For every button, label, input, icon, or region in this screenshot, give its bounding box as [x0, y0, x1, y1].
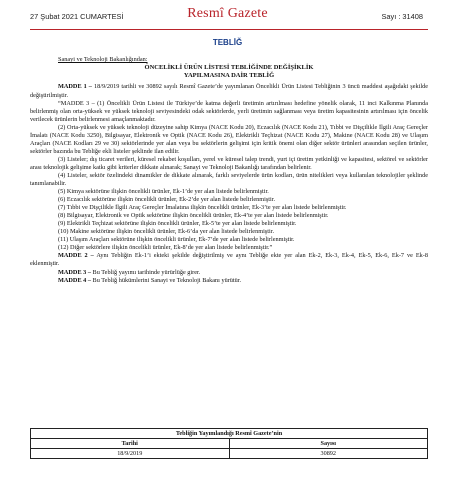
document-body — [30, 56, 428, 285]
article-lead: MADDE 3 – — [58, 268, 91, 276]
paragraph-text: 18/9/2019 tarihli ve 30892 sayılı Resmî Gazete’de yayımlanan Öncelikli Ürün Listesi Tebliğinin 3 üncü maddesi aşağıdaki şekilde değiştirilmiştir. — [30, 83, 428, 99]
header-rule — [30, 29, 428, 30]
table-cell-issue: 30892 — [229, 449, 428, 459]
table-col-issue: Sayısı — [229, 439, 428, 449]
article-lead: MADDE 2 – — [58, 252, 94, 260]
paragraph-text: Bu Tebliğ yayımı tarihinde yürürlüğe girer. — [90, 268, 201, 276]
section-label: TEBLİĞ — [212, 38, 243, 47]
paragraph — [30, 236, 428, 244]
paragraph — [30, 269, 428, 277]
paragraph — [30, 220, 428, 228]
paragraph — [30, 196, 428, 204]
paragraph — [30, 252, 428, 268]
gazette-title: Resmî Gazete — [187, 6, 268, 21]
paragraph-text: Aynı Tebliğin Ek-1’i ekteki şekilde değiştirilmiş ve aynı Tebliğe ekte yer alan Ek-2, Ek-3, Ek-4, Ek-5, Ek-6, Ek-7 ve Ek-8 eklenmiştir. — [30, 252, 429, 268]
paragraph-text: “MADDE 3 – (1) Öncelikli Ürün Listesi ile Türkiye’de katma değerli üretimin artırılması hedefine yönelik olarak, 11 inci Kalkınma Planında belirlenmiş olan orta-yüksek ve yüksek teknoloji seviyesindeki odak sektörlerde, yerli üretimin sağlanması veya üretim kapasitesinin artırılması için öncelik verilecek ürünlerin belirlenmesi amaçlanmaktadır. — [30, 99, 428, 123]
paragraph-text: (7) Tıbbi ve Dişçilikle İlgili Araç Gereçler İmalatına ilişkin öncelikli ürünler, Ek-3’te yer alan listede belirlenmiştir. — [58, 204, 347, 212]
paragraph-text: (10) Makine sektörüne ilişkin öncelikli ürünler, Ek-6’da yer alan listede belirlenmiştir. — [58, 228, 275, 236]
table-cell-date: 18/9/2019 — [31, 449, 230, 459]
paragraph — [30, 172, 428, 188]
paragraph — [30, 228, 428, 236]
paragraph — [30, 244, 428, 252]
paragraph — [30, 83, 428, 99]
paragraph-text: (3) Listeler; dış ticaret verileri, küresel rekabet koşulları, yerel ve küresel talep trendi, yurt içi üretim yetkinliği ve kapasitesi, sektörel ve sektörler arası teknolojik gelişime katkı gibi kriterler dikkate alınarak; Sanayi ve Teknoloji Bakanlığı tarafından belirlenir. — [30, 155, 428, 171]
paragraph-text: (9) Elektrikli Teçhizat sektörüne ilişkin öncelikli ürünler, Ek-5’te yer alan listede belirlenmiştir. — [58, 220, 297, 228]
article-lead: MADDE 1 – — [58, 83, 92, 91]
page-header — [0, 0, 455, 34]
paragraph — [30, 124, 428, 156]
paragraph-text: (5) Kimya sektörüne ilişkin öncelikli ürünler, Ek-1’de yer alan listede belirlenmiştir. — [58, 188, 269, 196]
paragraph-text: (11) Ulaşım Araçları sektörüne ilişkin öncelikli ürünler, Ek-7’de yer alan listede belirlenmiştir. — [58, 236, 295, 244]
paragraph — [30, 277, 428, 285]
document-title-line-2: YAPILMASINA DAİR TEBLİĞ — [183, 72, 275, 80]
paragraph — [30, 100, 428, 124]
article-lead: MADDE 4 – — [58, 276, 91, 284]
paragraph — [30, 212, 428, 220]
paragraph-text: (8) Bilgisayar, Elektronik ve Optik sektörüne ilişkin öncelikli ürünler, Ek-4’te yer alan listede belirlenmiştir. — [58, 212, 329, 220]
paragraph-text: (4) Listeler, sektör özelindeki dinamikler de dikkate alınarak, farklı seviyelerde ürün kodları, ürün nitelikleri veya kullanılan teknolojiler şeklinde tanımlanabilir. — [30, 171, 428, 188]
paragraph-text: (12) Diğer sektörlere ilişkin öncelikli ürünler, Ek-8’de yer alan listede belirlenmiştir.” — [58, 244, 273, 252]
paragraph-text: (2) Orta-yüksek ve yüksek teknoloji düzeyine sahip Kimya (NACE Kodu 20), Eczacılık (NACE Kodu 21), Tıbbi ve Dişçilikle İlgili Araç Gereçler İmalatı (NACE Kodu 3250), Bilgisayar, Elektronik ve Optik (NACE Kodu 26), Elektrikli Teçhizat (NACE Kodu 27), Makine (NACE Kodu 28) ve Ulaşım Araçları (NACE Kodları 29 ve 30) sektörlerinde yer alan veya bu sektörlerin gelişimi için kritik önemi olan diğer sektör ürünleri arasından seçilen ürünler, sektörler bazında bu Tebliğe ekli listeler şeklinde ilan edilir. — [30, 123, 428, 155]
paragraph — [30, 204, 428, 212]
table-heading: Tebliğin Yayımlandığı Resmî Gazete’nin — [31, 429, 428, 439]
paragraph — [30, 156, 428, 172]
paragraph — [30, 188, 428, 196]
issue-number: Sayı : 31408 — [381, 12, 423, 21]
table-col-date: Tarihi — [31, 439, 230, 449]
paragraph-list — [30, 83, 428, 284]
ministry-line: Sanayi ve Teknoloji Bakanlığından: — [58, 56, 148, 63]
paragraph-text: Bu Tebliğ hükümlerini Sanayi ve Teknoloji Bakanı yürütür. — [90, 276, 242, 284]
issue-date: 27 Şubat 2021 CUMARTESİ — [30, 12, 124, 21]
paragraph-text: (6) Eczacılık sektörüne ilişkin öncelikli ürünler, Ek-2’de yer alan listede belirlenmiştir. — [58, 196, 276, 204]
document-title-line-1: ÖNCELİKLİ ÜRÜN LİSTESİ TEBLİĞİNDE DEĞİŞİKLİK — [144, 64, 314, 72]
publication-table — [30, 428, 428, 459]
